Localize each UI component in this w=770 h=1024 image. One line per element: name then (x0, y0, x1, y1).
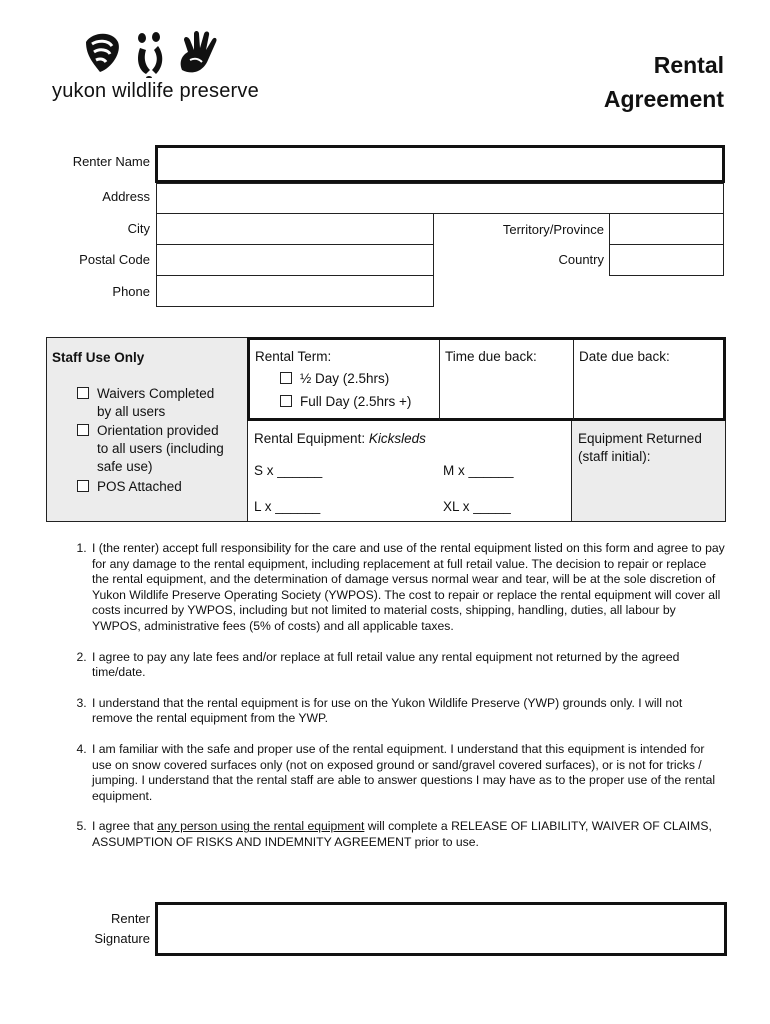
rental-equipment-item: Kicksleds (368, 431, 426, 446)
postal-code-field[interactable] (156, 244, 434, 276)
signature-label-line1: Renter (110, 911, 150, 926)
page-title-line1: Rental (653, 52, 724, 78)
term-item-5-underlined: any person using the rental equipment (157, 819, 365, 834)
waivers-checkbox[interactable] (77, 387, 89, 399)
term-item-5-post: will complete a RELEASE OF LIABILITY, WAIVER OF CLAIMS, ASSUMPTION OF RISKS AND INDEMNITY AGREEMENT prior to use. (92, 819, 712, 849)
equipment-returned-label-line2: (staff initial): (578, 449, 651, 464)
renter-name-field[interactable] (155, 145, 725, 183)
equipment-returned-label-line1: Equipment Returned (578, 431, 702, 446)
footprint-icon (138, 32, 162, 78)
half-day-checkbox[interactable] (280, 372, 292, 384)
territory-province-label: Territory/Province (502, 222, 604, 237)
terms-list (66, 541, 726, 866)
staff-use-section (46, 337, 726, 522)
country-field[interactable] (609, 244, 724, 276)
waivers-label-line1: Waivers Completed (97, 386, 215, 401)
territory-province-field[interactable] (609, 213, 724, 245)
leaf-icon (86, 34, 119, 72)
size-xl-field[interactable]: XL x _____ (443, 499, 511, 514)
orientation-label-line1: Orientation provided (97, 423, 219, 438)
term-item-3: 3. I understand that the rental equipment is for use on the Yukon Wildlife Preserve (YWP) grounds only. I will not remove the rental equipment from the YWP. (90, 696, 726, 727)
pos-attached-label: POS Attached (97, 479, 182, 494)
size-m-field[interactable]: M x ______ (443, 463, 514, 478)
term-item-1: 1. I (the renter) accept full responsibility for the care and use of the rental equipment listed on this form and agree to pay for any damage to the rental equipment, including replacement at full retail value. The decision to repair or replace the rental equipment, and the determination of damage versus normal wear and tear, will be at the sole discretion of Yukon Wildlife Preserve Operating Society (YWPOS). The cost to repair or replace the rental equipment will cover all costs incurred by YWPOS, including but not limited to material costs, shipping, handling, duties, all labour by YWPOS, administrative fees (5% of costs) and all applicable taxes. (90, 541, 726, 635)
address-label: Address (102, 189, 150, 204)
size-l-field[interactable]: L x ______ (254, 499, 321, 514)
orientation-label-line2: to all users (including (97, 441, 224, 456)
phone-label: Phone (112, 284, 150, 299)
rental-term-label: Rental Term: (255, 349, 332, 364)
organization-logo (80, 30, 220, 78)
term-item-2: 2. I agree to pay any late fees and/or replace at full retail value any rental equipment not returned by the agreed time/date. (90, 650, 726, 681)
date-due-back-label: Date due back: (579, 349, 670, 364)
orientation-checkbox[interactable] (77, 424, 89, 436)
pos-attached-checkbox[interactable] (77, 480, 89, 492)
term-item-5 (90, 819, 726, 850)
city-field[interactable] (156, 213, 434, 245)
term-item-4: 4. I am familiar with the safe and proper use of the rental equipment. I understand that this equipment is intended for use on snow covered surfaces only (not on exposed ground or sand/gravel covered surfaces), or is not for tricks / jumping. I understand that the rental staff are able to answer questions I may have as to the proper use of the rental equipment. (90, 742, 726, 804)
hand-icon (181, 31, 217, 72)
staff-use-heading: Staff Use Only (52, 350, 145, 365)
signature-label-line2: Signature (94, 931, 150, 946)
rental-equipment-box (248, 421, 571, 521)
time-due-back-label: Time due back: (445, 349, 537, 364)
full-day-label: Full Day (2.5hrs +) (300, 394, 412, 409)
phone-field[interactable] (156, 275, 434, 307)
term-item-5-pre: I agree that (92, 819, 154, 834)
orientation-label-line3: safe use) (97, 459, 153, 474)
address-field[interactable] (156, 183, 724, 214)
country-label: Country (558, 252, 604, 267)
renter-signature-field[interactable] (155, 902, 727, 956)
half-day-label: ½ Day (2.5hrs) (300, 371, 390, 386)
organization-name: yukon wildlife preserve (52, 80, 259, 102)
renter-name-label: Renter Name (72, 154, 150, 169)
rental-term-box (247, 337, 726, 421)
waivers-label-line2: by all users (97, 404, 166, 419)
city-label: City (127, 221, 150, 236)
size-s-field[interactable]: S x ______ (254, 463, 323, 478)
page-title-line2: Agreement (603, 86, 724, 112)
postal-code-label: Postal Code (79, 252, 150, 267)
full-day-checkbox[interactable] (280, 395, 292, 407)
rental-equipment-label: Rental Equipment: (254, 431, 366, 446)
